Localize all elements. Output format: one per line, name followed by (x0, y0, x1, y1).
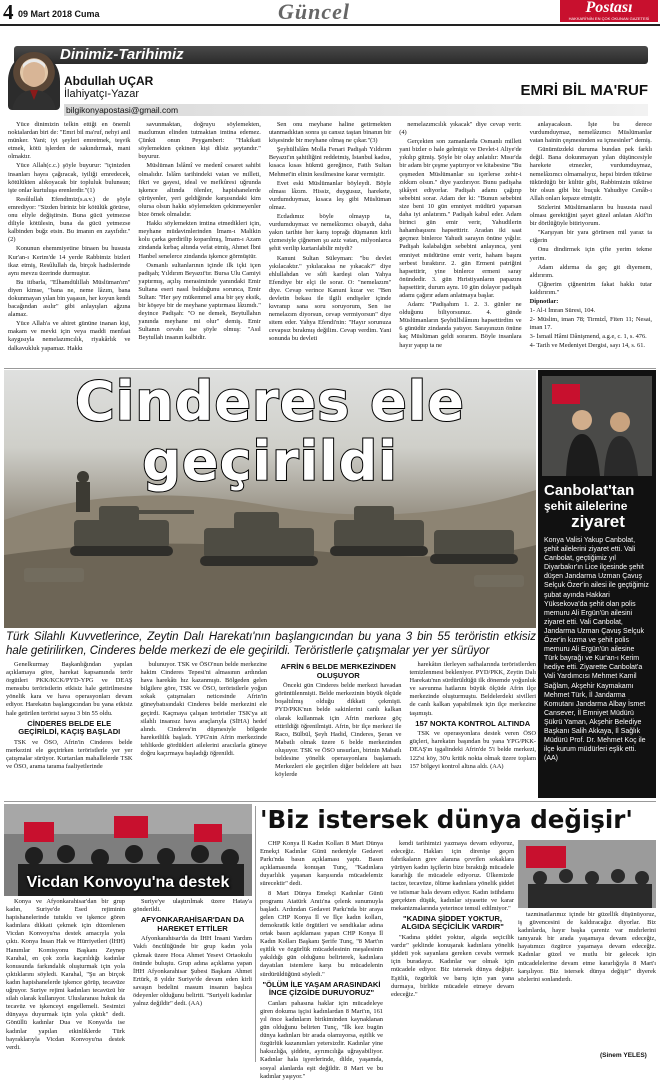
column-text-col-3: Sen onu meyhane haline getirmekten utanmadıktan sonra şu cansız taştan binanın bir köşesinde bir meyhane olmaş ne çıkar."(3) Şeyhülİslâm Molla Fenari Padişah Yıldırım Beyazıt'ın şahitliğini reddetmiş, İstanbul kadısı, kısaca kısas hükmü gereğince, Fatih Sultan Mehmet'in elinin kesilmesine karar vermiştir. Evet eski Müslümanlar böyleydi. Böyle olması lâzım. Hissiz, duygusuz, harekete, vurdumduymaz, kısaca leş gibi Müslüman olmaz. Ecdadımız böyle olmayıp ta, vurdumduymaz ve nemelâzımcı olsaydı, daha yakın tarihte her karış toprağı düşmanın kirli çizmesiyle çiğnenen şu aziz vatan, milyonlarca şehit verilip kurtarılabilir miydi? Kanuni Sultan Süleyman: "bu devlet yıkılacaktır." yıkılacaksa ne yıkacak?" diye ehlullahdan ve sûfi kardeşi olan Yahya Efendiye bir elçi ile sorar. O: "nemelazım" diye. Cevap verince Kanuni kızar ve: "Ben devletin bekası ile ilgili endişeler içinde kıvranıp sana soru soruyorum, Sen ise nemelazım diyorsun, cevap vermiyorsun" diye sitem eder. Yahya Efendi'nin: "Hayır sorunuza cevapsız bırakmış değilim. Cevap verdim. Yani sonunda bu devleti (268, 121, 392, 343)
cinderes-col-1: Genelkurmay Başkanlığından yapılan açıklamaya göre, harekat kapsamında terör örgütleri PKK/KCK/PYD-YPG ve DEAŞ mensubu teröristlerin etkisiz hale getirilmesine yönelik kara ve hava operasyonları devam ediyor. Harekatın başlangıcından bu yana etkisiz hale getirilen terörist sayısı 3 bin 55 oldu. CİNDERES BELDE ELE GEÇİRİLDİ, KAÇIŞ BAŞLADI TSK ve ÖSO, Afrin'in Cinderes belde merkezini ele geçirirken teröristlerle yer yer çatışmalar sürüyor. Kurtarılan mahallelerde TSK ve ÖSO, arama tarama faaliyetlerinde (6, 661, 133, 771)
column-text-col-5: anlayacaksın. İşte bu derece vurdumduymaz, nemelâzımcı Müslümanlar vatan hainin çeşmesinden su içmesinler" demiş. Günümüzdeki duruma bundan pek farklı değil. Bana dokunmayan yılan düşüncesiyle harekete etmezler, vurdumduymaz, nemelâzımcı olmamalıyız, hepsi birden tükürse tükürdüğü bir kültür gibi, Rabbimizin tükürse bir olsun gibi biz buçuk Yahudiye Cenâb-ı Allah onları kepaze etmiştir. Sözlerini Müslümanların bu hususta nasıl olması gerektiğini şayet güzel anlatan Akif'in bir dörtlüğüyle bitiriyorum. "Karşıyan bir yara görürsen mil yaraz ta ciğerin Onu dindirmek için çifte yerim tekme yerim. Adam aldırma da geç git diyemem, aldırırım. Çiğnerim çiğnenirim fakat hakkı tutar kaldırırım." Dipnotlar: 1- Al-i İmran Süresi, 104. 2- Müslim, iman 78; Tirmizî, Fiten 11; Nesai, iman 17. 3- İsmail Hâmi Dânişmend, a.g.e, c. 1, s. 476. 4- Tarih ve Medeniyet Dergisi, sayı 14, s. 61. (529, 121, 653, 350)
biz-col-1: CHP Konya İl Kadın Kolları 8 Mart Dünya Emekçi Kadınlar Günü nedeniyle Gedavet Parkı'nda basın açıklaması yaptı. Basın açıklamasında konuşan Tunç, "Kadınlara duyarlılık yaşanan karşısında mücadelemiz sürecektir" dedi. 8 Mart Dünya Emekçi Kadınlar Günü programı Atatürk Anıtı'na çelenk sunumuyla başladı. Ardından Gedavet Parkı'nda bir araya gelen CHP Konya İl ve İlçe kadın kolları, demokratik kitle örgütleri ve sendikalar adına ortak basın açıklaması yapan CHP Konya İl Kadın Kolları Başkanı Şerife Tunç, "8 Mart'ın eşitlik ve özgürlük mücadelesinin meşalesinin yakıldığı gün olduğunu belirterek, kadınlara dayatılan istemlere karşı bu mücadelenin sürdürüldüğünü söyledi." "ÖLÜM İLE YAŞAM ARASINDAKİ İNCE ÇİZGİDE DURUYORUZ" Canları pahasına haklar için mücadeleye giren dokuma işçisi kadınlardan 8 Mart'ın, 161 yıl önce kadınların birikiminden kaynaklanan gün olduğunu belirten Tunç, "İlk kez bugün dünya kadınları bir arada olamıyorsa, eşitlik ve özgürlük kazanımları yetersizdir. Kadınlar yine haksızlığa, şiddete, ayrımcılığa uğrayabiliyor. Kadınlar hala işyerlerinde, dilde, yaşamda, sosyal alanlarda eşit değildir. 8 Mart ve bu kadınlar yaşıyor." (260, 840, 383, 1080)
page-number: 4 (3, 0, 14, 24)
biz-photo (518, 840, 656, 908)
column-title: Dinimiz-Tarihimiz (60, 46, 184, 63)
vertical-divider (255, 806, 256, 1062)
vicdan-col-1: Konya ve Afyonkarahisar'dan bir grup kadın, Suriye'de Esed rejiminin hapishanelerinde tutuklu ve işkence gören kadınlara dikkati çekmek için düzenlenen Vicdan Konvoyu'na destek amacıyla yola çıktı. Konya İnsan Hak ve Hürriyetleri (İHH) Hanımlar Komisyonu Başkanı Zeynep Karahal, en çok zorla kaçırıldığı kadınlar konusunda farkındalık oluşturmak için yola çıktıklarını söyledi. Karahal, "Şu an birçok kadın hapishanelerde işkence görüp, tecavüze uğruyor. Suriye rejimi kadınları tecavüzü bir silah olarak kullanıyor. Uluslararası hukuk da tecavüz ve işkenceyi engellemeli. Sesimizi dünyaya duyurmak için yola çıktık" dedi. Gönüllü kadınlar Dua ve Konya'da ise kadınlar yapılan etkinliklerde Türk bayraklarıyla Vicdan Konvoyu'na destek verdi. (6, 898, 125, 1051)
issue-date: 09 Mart 2018 Cuma (18, 9, 100, 19)
canbolat-title-2: şehit ailelerine (544, 499, 628, 513)
cinderes-headline: Cinderes ele geçirildi (75, 370, 465, 493)
canbolat-body: Konya Valisi Yakup Canbolat, şehit ailelerini ziyaret etti. Vali Canbolat, geçtiğimiz yıl Diyarbakır'ın Lice ilçesinde şehit düşen Jandarma Uzman Çavuş Selçuk Özer'in ailesi ile geçtiğimiz şubat ayında Hakkari Yüksekova'da şehit olan polis memuru Ali Ergün'ün ailesini ziyaret etti. Vali Canbolat, Jandarma Uzman Çavuş Selçuk Özer'in kızma ve şehit polis memuru Ali Ergün'ün ailesine Türk bayrağı ve Kur'an-ı Kerim hediye etti. Ziyarette Canbolat'a Vali Yardımcısı Mehmet Kamil Sağlam, Akşehir Kaymakamı Mehmet Türk, İl Jandarma Komutanı Jandarma Albay İsmet Cansever, İl Emniyet Müdürü Şükrü Yaman, Akşehir Belediye Başkanı Salih Akkaya, İl Sağlık Müdürü Prof. Dr. Mehmet Koç ile ilçe kurum müdürleri eşlik etti. (AA) (544, 537, 649, 763)
biz-headline: 'Biz istersek dünya değişir' (260, 805, 633, 834)
vicdan-body (6, 898, 252, 1062)
cinderes-deck: Türk Silahlı Kuvvetlerince, Zeytin Dalı Harekatı'nın başlangıcından bu yana 3 bin 55 teröristin etkisiz hale getirilirken, Cinderes belde merkezi de ele geçirildi. Teröristlerle çatışmalar yer yer sürüyor (6, 631, 536, 657)
biz-author: (Sinem YELES) (600, 1052, 647, 1059)
logo-wordmark: Postası (585, 0, 633, 16)
logo-tagline: HAKKARİ'NİN EN ÇOK OKUNAN GAZETESİ (568, 16, 650, 21)
author-role: İlahiyatçı-Yazar (64, 88, 139, 100)
column-text-col-2: savunmaktan, doğruyu söylemekten, mazlumun elinden tutmaktan imtina edemez. Çünkü onun Peygamberi: "Hakikati söylemekten çekinen kişi dilsiz şeytandır." buyurur. Müslüman İslâmî ve medenî cesaret sahibi olmalıdır. İslâm tarihindeki vatan ve milleti, fikri ve gayesi, ideal ve mefkûresi uğrunda işkence altında ölenler, hapishanelerde çürüyenler, yeri geldiğinde karşısındaki kim olursa olsun hakkı söylemekten çekinmeyenler bize örnek olmalıdır. Hakkı söylemekten imtina etmedikleri için, meyhane müdavimlerinden İmam-ı Malikin kolu çarka gerdirilip koparılmış, İmam-ı Azam zindanda kırbaç altında vefat etmiş, Ahmet İbni Hanbel senelerce zindanda işkence görmüştür. Osmanlı sultanlarının içinde ilk içki içen padişah; Yıldırım Beyazıt'tır. Bursa Ulu Camiyi yaptırmış, açılış merasiminde yanındaki Emir Sultana eseri nasıl bulduğunu sorunca, Emir Sultan: "Her şey mükemmel ama bir şey eksik, bir köşeye bir de meyhane yaptırması lâzımdı." deyince Padişah: "O ne demek, Beytullahın yanında meyhane mi olur" demiş. Emir Sultanın cevabı ise şöyle olmuş: "Asıl Beytullah insanın kalbidir. (138, 121, 261, 342)
page-header (0, 0, 660, 26)
column-headline: EMRİ BİL MA'RUF (520, 82, 648, 99)
header-rule (0, 24, 660, 26)
cinderes-col-3: AFRİN 6 BELDE MERKEZİNDEN OLUŞUYOR Önceki gün Cinderes belde merkezi havadan görüntülenmişti. Belde merkezinin büyük ölçüde boşaltılmış olduğu dikkati çekmişti. PYD/PKK'nın belde sakinlerini canlı kalkan olarak kullanmak için Afrin merkeze göç ettirildiği öğrenilmişti. Afrin, bir ilçe merkezi ile Raco, Bülbül, Şeyh Hadid, Cinderes, Şeran ve Mabatlı olmak üzere 6 belde merkezinden oluşuyor. TSK ve ÖSO unsurları, birinin Mabatlı beldesine yönelik operasyonlara başlamadı. Merkezleri ele geçirilen diğer beldelere ait bazı köylerde (275, 662, 402, 779)
column-text-col-4: nemelazımcılık yıkacak" diye cevap verir.(4) Gerçekten son zamanlarda Osmanlı milleti yani bizler o hale gelmişiz ve Devlet-i Aliye'de yıkılıp gitmiş. Şöyle bir olay anlatılır: Mısır'da bir adam bir çeşme yaptırıyor ve kitabesine "Bu çeşmeden Müslümanlar su içerlerse zehir-i zıkkım olsun." diye yazdırıyor. Bunu padişaha şikâyet ediyorlar. Padişah adamı çağırıp sebebini sorar. Adam der ki: "Bunun sebebini size beni 10 gün emniyet müdürü yaparsan daha iyi anlatırım." Padişah kabul eder. Adam birinci gün emir verir, Yahudilerin hahambaşısını hapsettirir. Aradan iki saat geçmez binlerce Yahudi sarayın önüne yığılır. Padişah kalabalığın sebebini anlayınca, yeni emniyet müdürüne emir verir, haham başını serbest bıraktırır. 2. gün Ermeni patriğini hapsettirir, yine binlerce ermeni saray önündedir. 3. gün Hıristiyanların papazını hapsettirir, durum aynı. 10 gün dolayor padişah adamı çağırır adam anlatmaya başlar. Adam: "Padişahım 1. 2. 3. günler ne olduğunu biliyorsunuz. 4. günde Müslümanların Şeyhülİslâmını hapsettirdim ve 6 günüdür zindanda yatıyor. Sarayınızın önüne kaç Müslüman geldi sorarım. Böyle insanlara hayır yapıp ta ne (399, 121, 522, 349)
section-divider-2 (4, 801, 656, 802)
section-divider (4, 368, 656, 369)
column-body (8, 121, 652, 361)
canbolat-title-1: Canbolat'tan (544, 482, 635, 499)
biz-subhead-1: "ÖLÜM İLE YAŞAM ARASINDAKİ İNCE ÇİZGİDE DURUYORUZ" (262, 979, 381, 998)
column-text-col-1: Yüce dinimizin telkin ettiği en önemli noktalardan biri de: "Emri bil ma'ruf, nehyi anil münker. Yani; iyi şeyleri emretmek, teşvik etmek, kötü işlerden de sakındırmak, mani olmaktır. Yüce Allah(c.c.) şöyle buyurur: "içinizden insanları hayra çağıracak, iyiliği emredecek, kötülükten alıkoyacak bir topluluk bulunsun; işte onlar kurtuluşa erenlerdir."(1) Resûlullah Efendimiz(s.a.v.) de şöyle emrediyor: "Sizden biriniz bir kötülük görürse, onu eliyle değiştirsin. Buna gücü yetmezse diliyle kötülesin, buna da gücü yetmezse kalbinden buğz etsin. Bu imanın en zayıfıdır."(2) Konunun ehemmiyetine binaen bu hususta Kur'an-ı Kerim'de 14 yerde Rabbimiz bizleri ikaz etmiş, Resûlullah da, birçok hadislerinde aynı mevzu üzerinde durmuştur. Bu itibarla, "Elhamdülillah Müslüman'ım" diyen kimse, "bana ne, neme lâzım, bana dokunmayan yılan bin yaşasın, her koyun kendi bacağından asılır" gibi anlayışları ağzına alamaz. Yüce Allah'a ve ahiret gününe inanan kişi, makam ve mevki için veya maddi menfaat kaygısıyla nemelazımcılık, riyakârlık ve dalkavukluk yapamaz. Hakkı (8, 121, 131, 352)
author-photo (8, 52, 60, 110)
biz-col-3: tazminatlarımız içinde bir güzellik düşünüyoruz, iş güvencesini de kaldıracağız diyorlar. Biz kadınlarda, hayır başka çareniz var mıdırlerini tanıyarak bir arada yaşamaya devam edeceğiz, hayatımızı özgürce yaşamaya devam edeceğiz. Kadınlar güzel ve mutlu bir gelecek için mücadelelerine devam etme kararlığıyla 8 Mart'ı karşılıyor. Biz istersek dünya değişir" diyerek sözlerini sonlandırdı. (518, 911, 656, 983)
author-name: Abdullah UÇAR (64, 74, 154, 88)
vicdan-subhead: AFYONKARAHİSAR'DAN DA HAREKET ETTİLER (140, 915, 245, 933)
canbolat-box (538, 370, 656, 798)
biz-body (260, 840, 514, 1080)
cinderes-subhead-3: 157 NOKTA KONTROL ALTINDA (415, 718, 531, 728)
canbolat-title-3: ziyaret (571, 512, 625, 531)
newspaper-logo (560, 0, 658, 22)
visit-scene-illustration (542, 376, 652, 476)
cinderes-body (6, 661, 536, 801)
cinderes-col-2: bulunuyor. TSK ve ÖSO'nun belde merkezine hakim Cinderes Tepesi'ni almasının ardından hava harekâtı hız kazanmıştı. Bölgeden gelen bilgilere göre, TSK ve ÖSO, teröristlerle yoğun sokak çatışmaları neticesinde Afrin'in güneybatısındaki Cinderes belde merkezini ele geçirdi. Kaçmaya çalışan teröristler TSK'ya ait silahlı insansız hava araçlarıyla (SİHA) hedef alındı. Cinderes'in düşmesiyle bölgede hareketlilik başladı. YPG'nin Afrin merkezinde tehlikede gördükleri ailelerini aracılarla güneye doğru kaçırmaya başladığı öğrenildi. (140, 661, 267, 758)
biz-col-2: kendi tarihimizi yazmaya devam ediyoruz, edeceğiz. Hakları için direnişe geçen fabrikaların grev alanına çevrilen sokaklara yürüyen kadın işçilerin bize bıraktığı mücadele kararlığı ile mücadele ediyoruz. Ülkemizde tacize, tecavüze, ölüme kadınlara yönelik şiddet ve istismar hala devam ediyor. Kadın istihdamı gerçekten düşük, kadınlar siyasette ve karar mekanizmalarında yeterince temsil edilmiyor." "KADINA ŞİDDET YOKTUR, ALGIDA SEÇİCİLİK VARDIR" "Kadına şiddet yoktur, algıda seçicilik vardır" şeklinde konuşarak kadınlara yönelik şiddeti yok sayanlara gereken cevabı vermek için buradayız. Kadınlar var olmak için mücadele ediyor. Biz istersek dünya değişir. Eşitlik, özgürlük ve barış için yan yana durmaya, birlikte mücadele etmeye devam edeceğiz." (391, 840, 514, 998)
cinderes-col-4: harekâtın ilerleyen safhalarında teröristlerden temizlenmesi bekleniyor. PYD/PKK, Zeytin Dalı Harekatı'nın sürdürüldüğü ilk dönemde yoğunluk ve savunma hatlarını büyük ölçüde Afrin ilçe merkezinde oluşturmuştu. Beldelerdeki sivilleri de canlı kalkan yapabilmek için ilçe merkezine taşımıştı. 157 NOKTA KONTROL ALTINDA TSK ve operasyonlara destek veren ÖSO güçleri, harekatın başından bu yana YPG/PKK-DEAŞ'ın işgalindeki Afrin'de 5'i belde merkezi, 122'si köy, 30'u kritik nokta olmak üzere toplam 157 bölgeyi kontrol altına aldı. (AA) (409, 661, 536, 770)
author-silhouette-icon (8, 52, 60, 110)
section-name: Güncel (278, 0, 350, 24)
vicdan-caption: Vicdan Konvoyu'na destek (26, 874, 230, 891)
author-email: bilgikonyapostasi@gmail.com (66, 105, 179, 115)
press-statement-illustration (518, 840, 656, 908)
cinderes-subhead-1: CİNDERES BELDE ELE GEÇİRİLDİ, KAÇIŞ BAŞLADI (18, 718, 121, 737)
cinderes-subhead-2: AFRİN 6 BELDE MERKEZİNDEN OLUŞUYOR (280, 662, 396, 680)
vicdan-col-2: Suriye'ye ulaştırılmak üzere Hatay'a gönderildi. AFYONKARAHİSAR'DAN DA HAREKET ETTİLER Afyonkarahisar'da da İHH İnsani Yardım Vakfı öncülüğünde bir grup kadın yola çıkmak üzere Hoca Ahmet Yesevi Ortaokulu önünde buluştu. Grup adına açıklama yapan İHH Afyonkarahisar Şubesi Başkanı Ahmet Ertürk, 8 yıldır Suriye'de devam eden kirli savaşın bedelini masum insanın başlıca ödeyenler olduğunu belirtti. "Suriyeli kadınlar yalnız değildir" dedi. (AA) (133, 898, 252, 1008)
biz-subhead-2: "KADINA ŞİDDET YOKTUR, ALGIDA SEÇİCİLİK VARDIR" (401, 913, 504, 932)
canbolat-photo (542, 376, 652, 476)
